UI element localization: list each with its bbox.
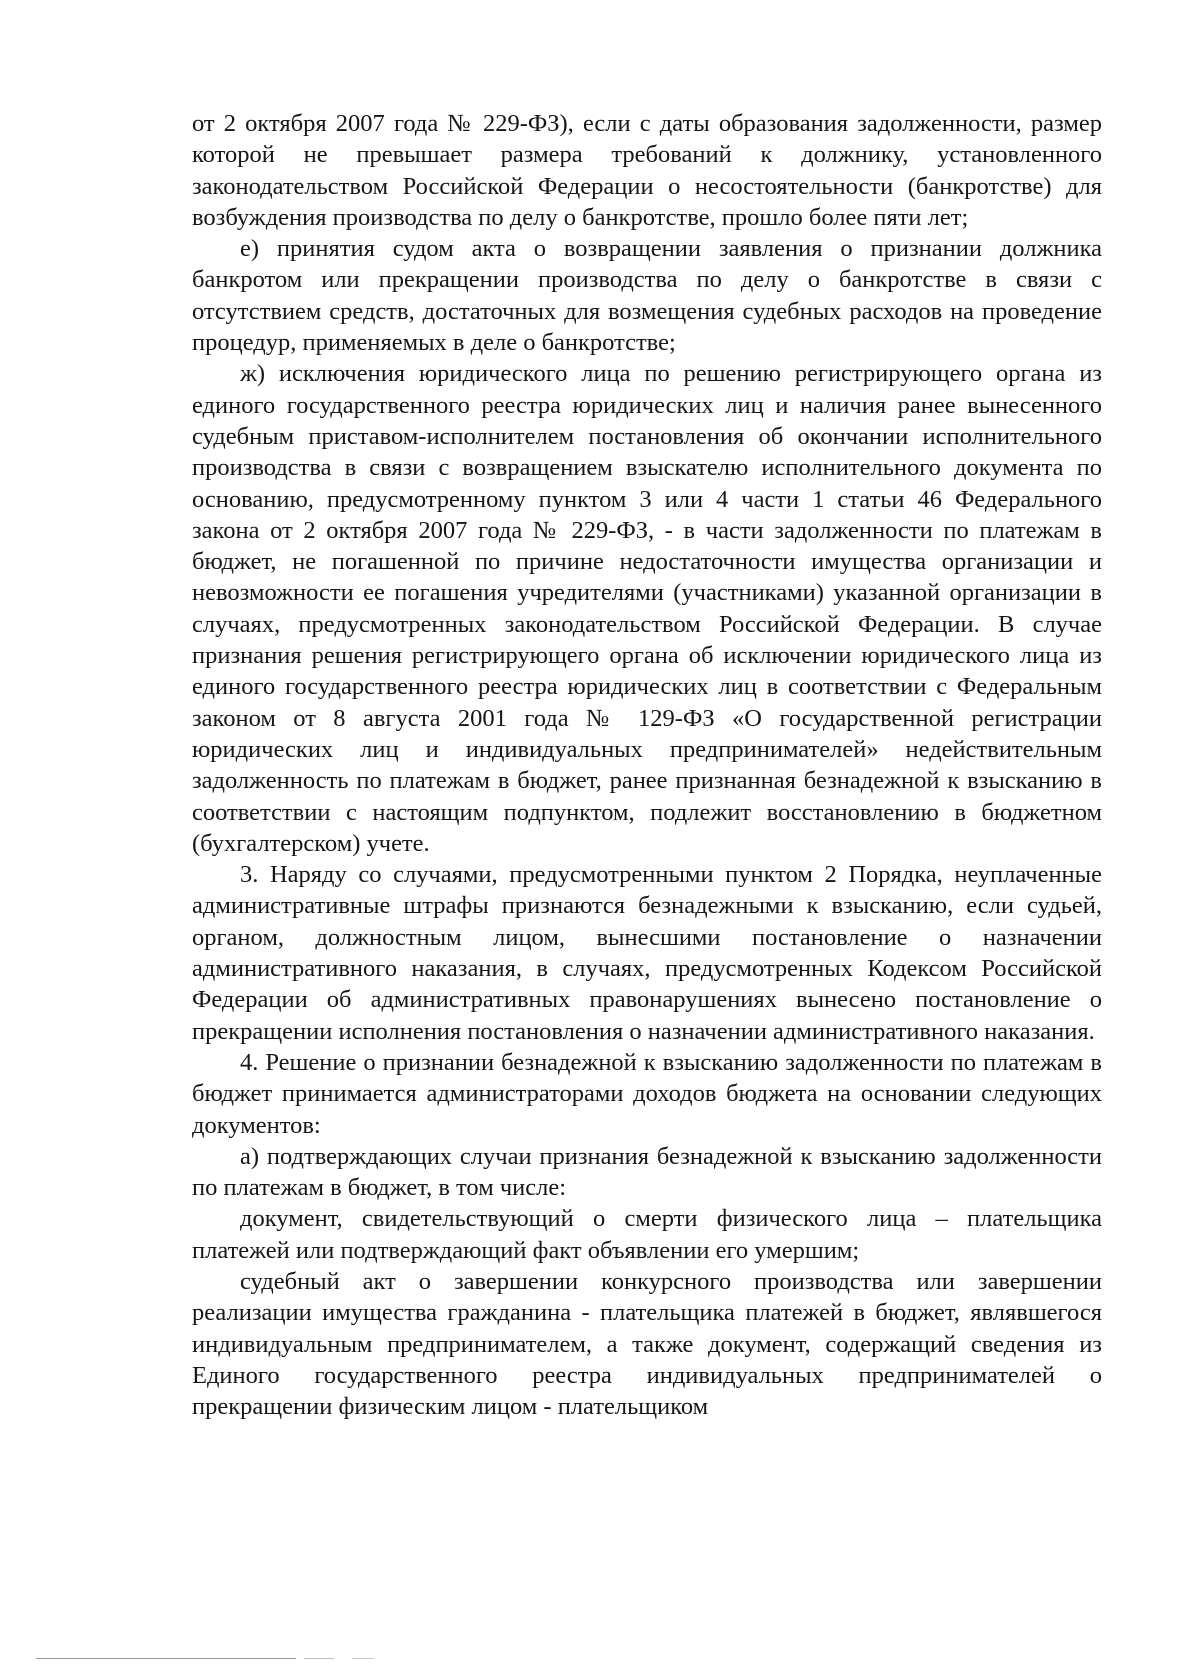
paragraph-subitem-zh: ж) исключения юридического лица по решению регистрирующего органа из единого государственного реестра юридических лиц и наличия ранее вынесенного судебным приставом-исполнителем постановления об окончании исполнительного производства в связи с возвращением взыскателю исполнительного документа по основанию, предусмотренному пунктом 3 или 4 части 1 статьи 46 Федерального закона от 2 октября 2007 года № 229-ФЗ, - в части задолженности по платежам в бюджет, не погашенной по причине недостаточности имущества организации и невозможности ее погашения учредителями (участниками) указанной организации в случаях, предусмотренных законодательством Российской Федерации. В случае признания решения регистрирующего органа об исключении юридического лица из единого государственного реестра юридических лиц в соответствии с Федеральным законом от 8 августа 2001 года № 129-ФЗ «О государственной регистрации юридических лиц и индивидуальных предпринимателей» недействительным задолженность по платежам в бюджет, ранее признанная безнадежной к взысканию в соответствии с настоящим подпунктом, подлежит восстановлению в бюджетном (бухгалтерском) учете.	[192, 360, 1102, 857]
paragraph-continuation: от 2 октября 2007 года № 229-ФЗ), если с даты образования задолженности, размер которой не превышает размера требований к должнику, установленного законодательством Российской Федерации о несостоятельности (банкротстве) для возбуждения производства по делу о банкротстве, прошло более пяти лет;	[192, 110, 1102, 231]
scan-edge-line	[352, 1658, 374, 1659]
paragraph-item-4: 4. Решение о признании безнадежной к взысканию задолженности по платежам в бюджет принимается администраторами доходов бюджета на основании следующих документов:	[192, 1048, 1102, 1139]
paragraph-subitem-a: а) подтверждающих случаи признания безнадежной к взысканию задолженности по платежам в бюджет, в том числе:	[192, 1142, 1102, 1202]
paragraph-court-act: судебный акт о завершении конкурсного производства или завершении реализации имущества гражданина - плательщика платежей в бюджет, являвшегося индивидуальным предпринимателем, а также документ, содержащий сведения из Единого государственного реестра индивидуальных предпринимателей о прекращении физическим лицом - плательщиком	[192, 1267, 1102, 1421]
paragraph-subitem-e: е) принятия судом акта о возвращении заявления о признании должника банкротом или прекращении производства по делу о банкротстве в связи с отсутствием средств, достаточных для возмещения судебных расходов на проведение процедур, применяемых в деле о банкротстве;	[192, 235, 1102, 357]
paragraph-death-document: документ, свидетельствующий о смерти физического лица – плательщика платежей или подтверждающий факт объявлении его умершим;	[192, 1205, 1102, 1264]
scan-edge-line	[36, 1658, 296, 1659]
paragraph-item-3: 3. Наряду со случаями, предусмотренными пунктом 2 Порядка, неуплаченные административные штрафы признаются безнадежными к взысканию, если судьей, органом, должностным лицом, вынесшими постановление о назначении административного наказания, в случаях, предусмотренных Кодексом Российской Федерации об административных правонарушениях вынесено постановление о прекращении исполнения постановления о назначении административного наказания.	[192, 861, 1102, 1045]
document-body	[192, 108, 1102, 1422]
scan-edge-line	[304, 1658, 334, 1659]
